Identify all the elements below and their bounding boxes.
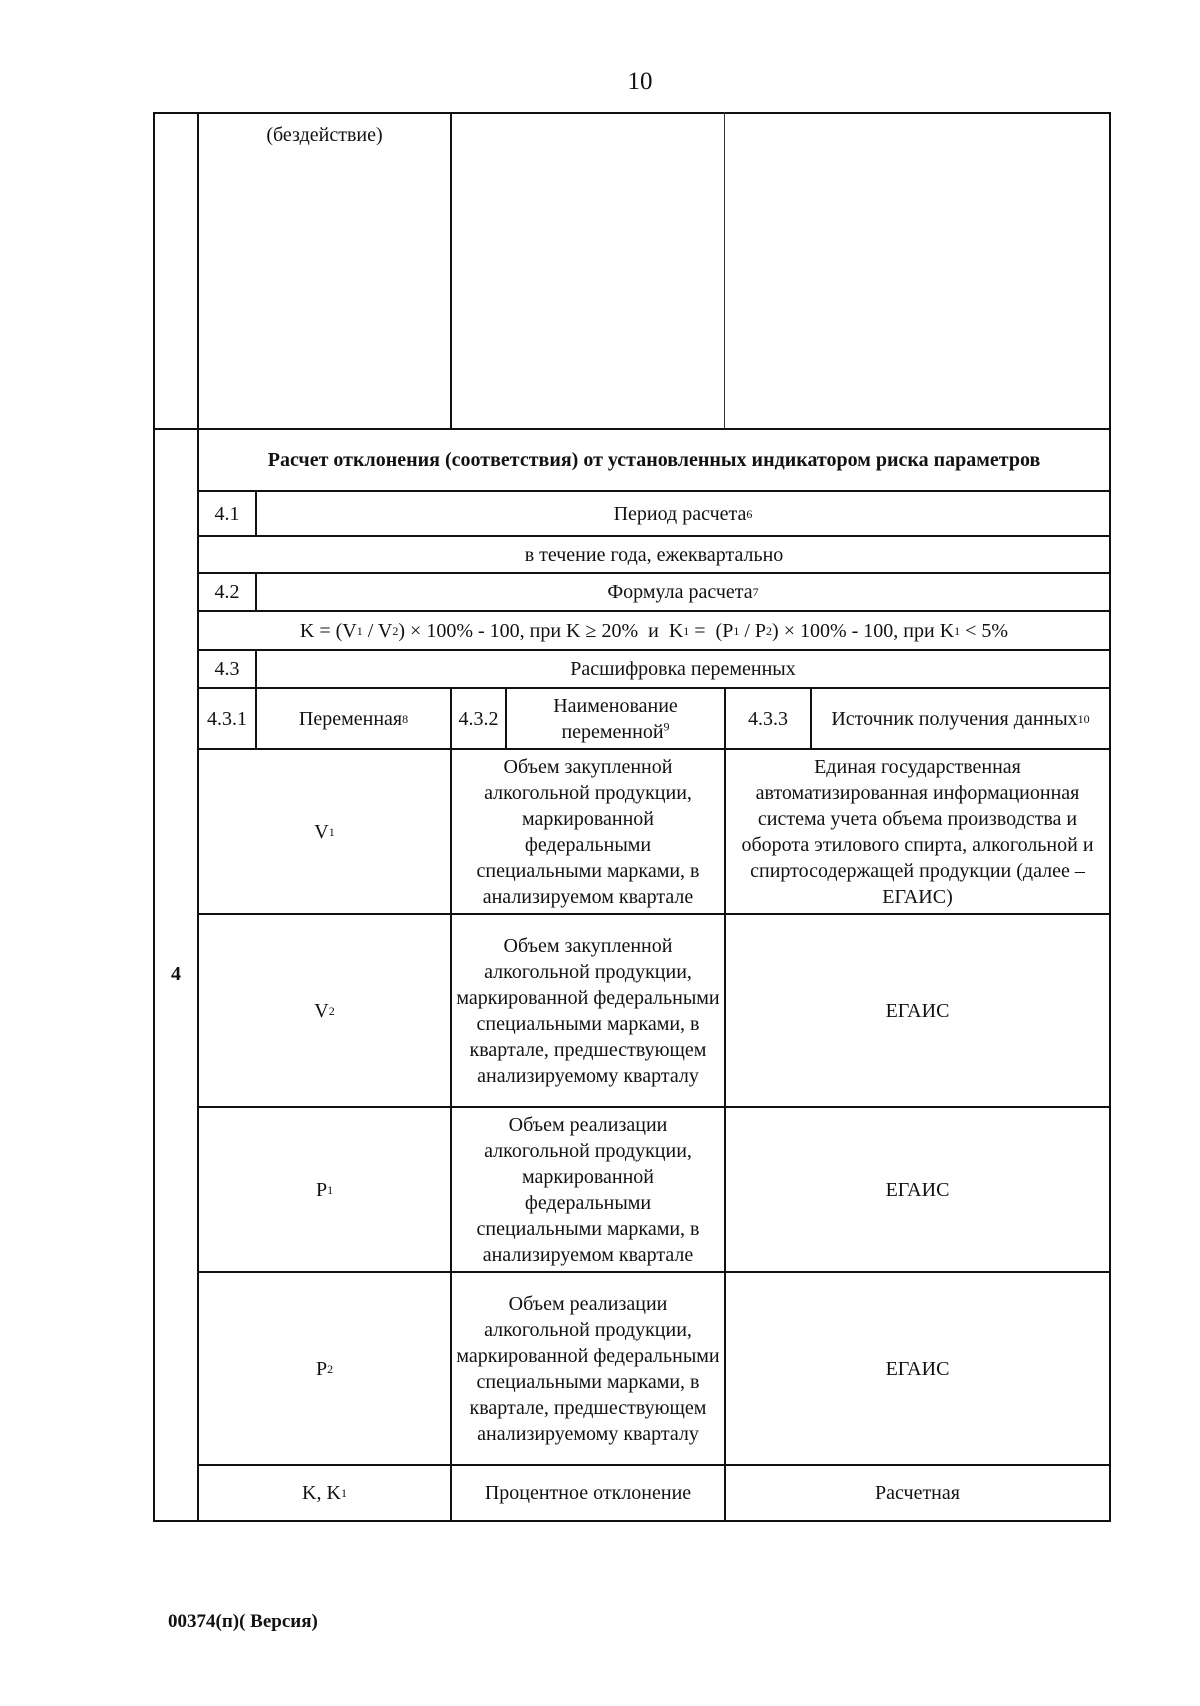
subsection-number: 4.1 [214,502,240,525]
variable-source: Единая государственная автоматизированная информационная система учета объема производства и оборота этилового спирта, алкогольной и спиртосодержащей продукции (далее – ЕГАИС) [741,755,1094,908]
subsection-number: 4.3 [214,658,240,680]
subsection-label: Период расчета 6 [613,502,753,525]
document-footer: 00374(п)( Версия) [168,1611,318,1632]
header-variable: Переменная 8 [298,707,409,730]
risk-indicator-table [153,112,1111,1522]
variable-symbol: P 2 [315,1357,334,1380]
header-variable-name: Наименование переменной$^9$ [553,694,678,743]
row-number: 4 [171,963,181,985]
variable-source: ЕГАИС [885,1357,950,1380]
variable-name: Процентное отклонение [484,1482,692,1504]
col-divider [724,112,725,428]
table-border-right [1109,112,1111,1522]
variable-source: ЕГАИС [885,999,950,1022]
variable-name: Объем закупленной алкогольной продукции, маркированной федеральными специальными марками, в квартале, предшествующем анализируемому кварталу [456,934,720,1087]
page-number: 10 [627,68,653,95]
variable-name: Объем реализации алкогольной продукции, маркированной федеральными специальными марками, в квартале, предшествующем анализируемому кварталу [456,1292,720,1445]
header-number: 4.3.3 [748,707,788,730]
variable-symbol: P 1 [315,1178,334,1201]
table-border-top [153,112,1111,114]
variable-source: Расчетная [875,1482,960,1504]
variable-name: Объем реализации алкогольной продукции, маркированной федеральными специальными марками, в анализируемом квартале [476,1113,700,1266]
variable-name: Объем закупленной алкогольной продукции, маркированной федеральными специальными марками, в анализируемом квартале [476,755,700,908]
section-title: Расчет отклонения (соответствия) от установленных индикатором риска параметров [267,449,1041,471]
variable-symbol: V 2 [314,999,335,1022]
formula-label: Формула расчета [607,581,753,603]
col-divider [450,112,452,428]
subsection-number: 4.2 [214,581,240,603]
row3-text: (бездействие) [266,124,383,146]
table-border-bottom [153,1520,1111,1522]
period-value: в течение года, ежеквартально [524,543,784,566]
header-number: 4.3.1 [207,707,247,730]
variable-symbol: K, K 1 [302,1482,347,1504]
header-number: 4.3.2 [458,707,499,730]
subsection-label: Формула расчета 7 [607,581,759,603]
variable-symbol: V 1 [314,820,335,843]
variable-source: ЕГАИС [885,1178,950,1201]
formula: K = (V 1 / V 2 ) × 100% - 100, при K ≥ 20% и K 1 = (P 1 / P 2 ) × 100% - 100, при K 1 < 5% [299,619,1009,642]
header-data-source: Источник получения данных 10 [831,707,1090,730]
variables-label: Расшифровка переменных [570,658,796,680]
period-label: Период расчета [613,502,747,525]
